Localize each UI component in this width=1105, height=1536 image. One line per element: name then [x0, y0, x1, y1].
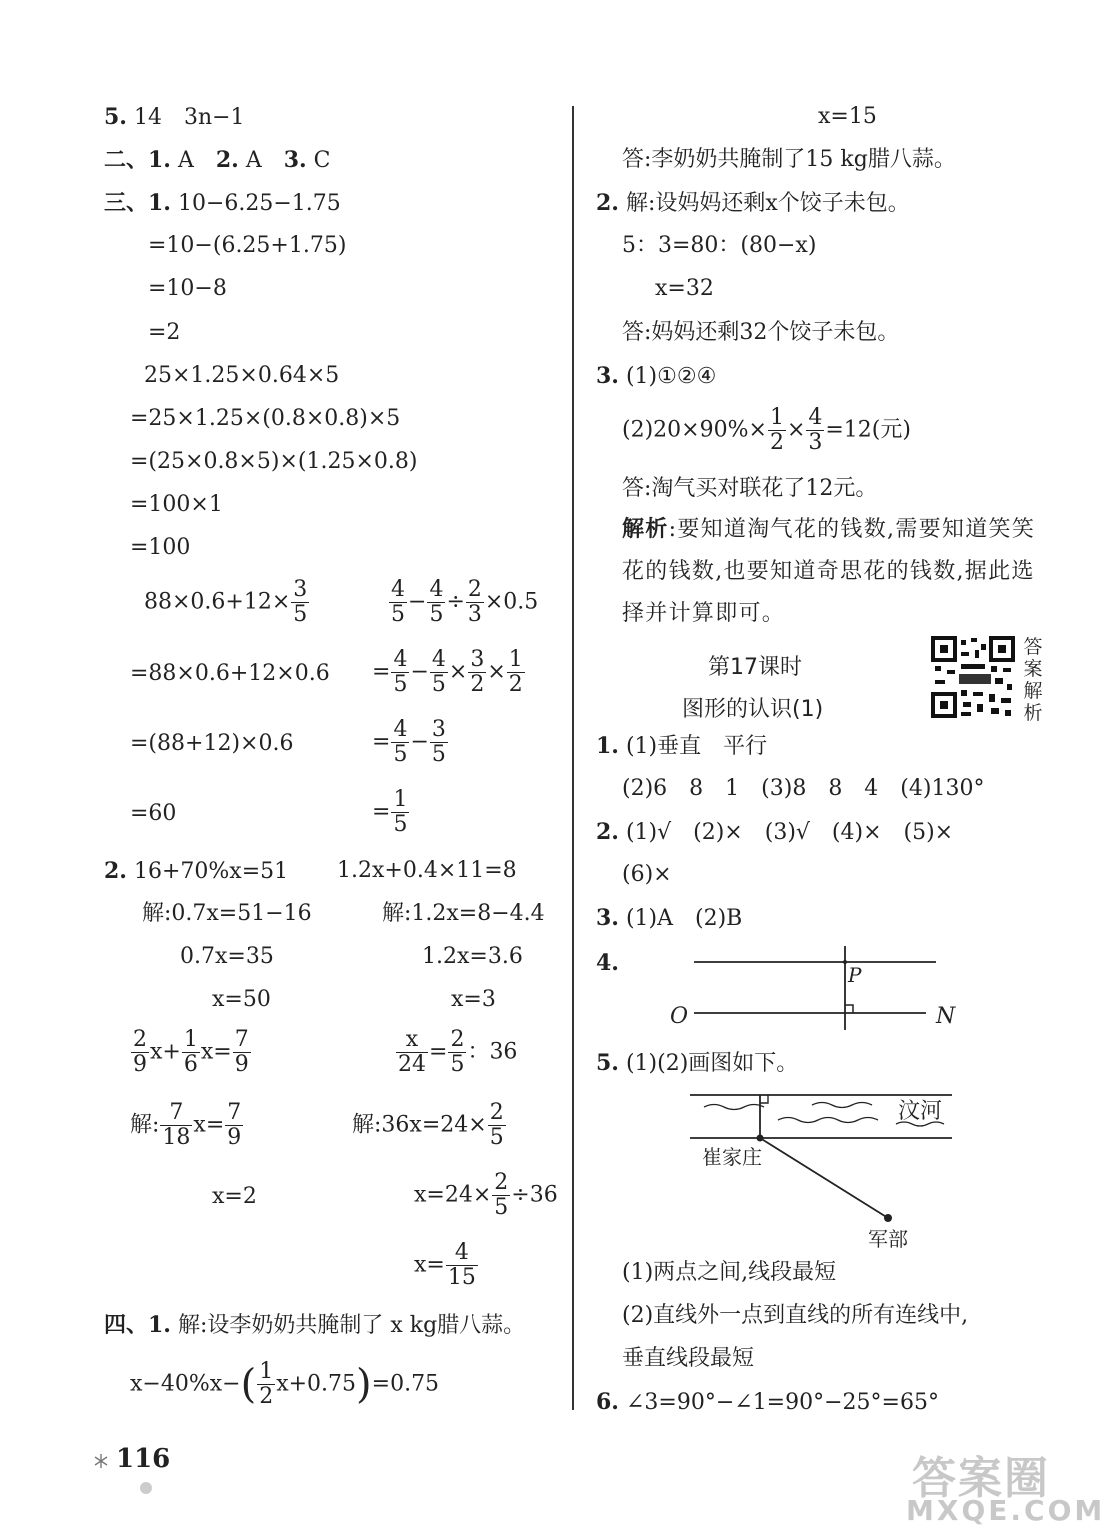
- equation-fraction: $\frac{x}{24}$ = $\frac{2}{5}$ ：36: [398, 1027, 518, 1077]
- calc-line: =100: [130, 535, 191, 560]
- calc-fraction-line: = $\frac{4}{5}$ − $\frac{4}{5}$ × $\frac{3}{2}$ × $\frac{1}{2}$: [372, 647, 523, 697]
- equation-fraction: x−40%x−( $\frac{1}{2}$ x+0.75)=0.75: [130, 1359, 440, 1409]
- equation-fraction: x=24× $\frac{2}{5}$ ÷36: [414, 1170, 558, 1220]
- equation-step: 解:1.2x=8−4.4: [382, 901, 545, 926]
- answer-line: 答:淘气买对联花了12元。: [622, 476, 878, 501]
- qr-code-icon[interactable]: [931, 636, 1015, 718]
- answer-line: (2)6 8 1 (3)8 8 4 (4)130°: [622, 776, 985, 801]
- dot-icon: [138, 1480, 154, 1496]
- calc-line: =(25×0.8×5)×(1.25×0.8): [130, 449, 418, 474]
- point-n-label: N: [936, 1004, 956, 1029]
- calc-fraction-line: $\frac{4}{5}$ − $\frac{4}{5}$ ÷ $\frac{2}{3}$ ×0.5: [391, 577, 539, 627]
- equation-step: x=2: [212, 1184, 257, 1209]
- answer-line: (2)直线外一点到直线的所有连线中,: [622, 1303, 969, 1328]
- equation-q2-second: 1.2x+0.4×11=8: [337, 858, 517, 883]
- equation-step: 0.7x=35: [180, 944, 274, 969]
- equation-q2: 2. 16+70%x=51: [104, 858, 289, 884]
- analysis-paragraph: 解析:要知道淘气花的钱数,需要知道笑笑花的钱数,也要知道奇思花的钱数,据此选择并计算即可。: [622, 516, 1036, 626]
- answer-line: 答:妈妈还剩32个饺子未包。: [622, 320, 900, 345]
- calc-line: x=32: [655, 276, 714, 301]
- point-p-label: P: [848, 963, 862, 987]
- question-1: 1. (1)垂直 平行: [596, 733, 768, 759]
- question-3: 3. (1)①②④: [596, 363, 717, 389]
- answer-line: (6)×: [622, 862, 672, 887]
- watermark-url: MXQE.COM: [906, 1494, 1105, 1527]
- calc-fraction-line: 88×0.6+12× $\frac{3}{5}$: [144, 577, 308, 627]
- calc-line: =100×1: [130, 492, 223, 517]
- river-label: 汶河: [898, 1099, 943, 1124]
- calc-line: =25×1.25×(0.8×0.8)×5: [130, 406, 401, 431]
- calc-line: =60: [130, 801, 177, 826]
- calc-line: 25×1.25×0.64×5: [144, 363, 340, 388]
- calc-line: =10−(6.25+1.75): [148, 233, 347, 258]
- watermark-logo: 答案圈: [912, 1453, 1050, 1504]
- question-6: 6. ∠3=90°−∠1=90°−25°=65°: [596, 1389, 939, 1415]
- qr-label: 答 案 解 析: [1023, 636, 1043, 724]
- question-5: 5. (1)(2)画图如下。: [596, 1050, 799, 1076]
- question-4: 4.: [596, 950, 619, 976]
- question-2: 2. 解:设妈妈还剩x个饺子未包。: [596, 190, 910, 216]
- page-number: 116: [116, 1444, 171, 1474]
- calc-line: =(88+12)×0.6: [130, 731, 294, 756]
- calc-line: =10−8: [148, 276, 227, 301]
- calc-line: x=15: [818, 104, 877, 129]
- equation-fraction: $\frac{2}{9}$ x+ $\frac{1}{6}$ x= $\frac{7}{9}$: [133, 1027, 249, 1077]
- calc-fraction-line: (2)20×90%× $\frac{1}{2}$ × $\frac{4}{3}$ =12(元): [622, 405, 911, 455]
- question-3-choices: 3. (1)A (2)B: [596, 905, 743, 931]
- village-label: 崔家庄: [702, 1145, 762, 1169]
- question-2-judgements: 2. (1)√ (2)× (3)√ (4)× (5)×: [596, 819, 954, 845]
- lesson-title: 第17课时: [708, 655, 802, 680]
- equation-fraction: 解:36x=24× $\frac{2}{5}$: [352, 1100, 504, 1150]
- answer-line: 答:李奶奶共腌制了15 kg腊八蒜。: [622, 147, 956, 172]
- calc-fraction-line: = $\frac{4}{5}$ − $\frac{3}{5}$: [372, 717, 446, 767]
- answer-line: (1)两点之间,线段最短: [622, 1260, 837, 1285]
- column-divider: [572, 106, 574, 1410]
- answer-line: 垂直线段最短: [622, 1346, 755, 1371]
- topic-title: 图形的认识(1): [682, 697, 824, 722]
- equation-step: x=50: [212, 987, 271, 1012]
- equation-step: 1.2x=3.6: [422, 944, 523, 969]
- equation-fraction: x= $\frac{4}{15}$: [414, 1240, 476, 1290]
- answer-5: 5. 14 3n−1: [104, 104, 245, 130]
- section-3-q1: 三、1. 10−6.25−1.75: [104, 190, 341, 216]
- army-label: 军部: [868, 1227, 908, 1251]
- parallel-perpendicular-diagram: [664, 940, 964, 1032]
- equation-step: x=3: [451, 987, 496, 1012]
- point-o-label: O: [670, 1004, 689, 1029]
- calc-fraction-line: = $\frac{1}{5}$: [372, 787, 408, 837]
- asterisk-icon: [92, 1452, 110, 1470]
- section-2-answers: 二、1. A 2. A 3. C: [104, 147, 331, 173]
- equation-step: 解:0.7x=51−16: [142, 901, 312, 926]
- calc-line: 5：3=80：(80−x): [622, 233, 817, 258]
- equation-fraction: 解: $\frac{7}{18}$ x= $\frac{7}{9}$: [130, 1100, 242, 1150]
- river-map-diagram: [690, 1090, 960, 1250]
- calc-line: =88×0.6+12×0.6: [130, 661, 330, 686]
- calc-line: =2: [148, 320, 181, 345]
- section-4-q1: 四、1. 解:设李奶奶共腌制了 x kg腊八蒜。: [104, 1312, 526, 1338]
